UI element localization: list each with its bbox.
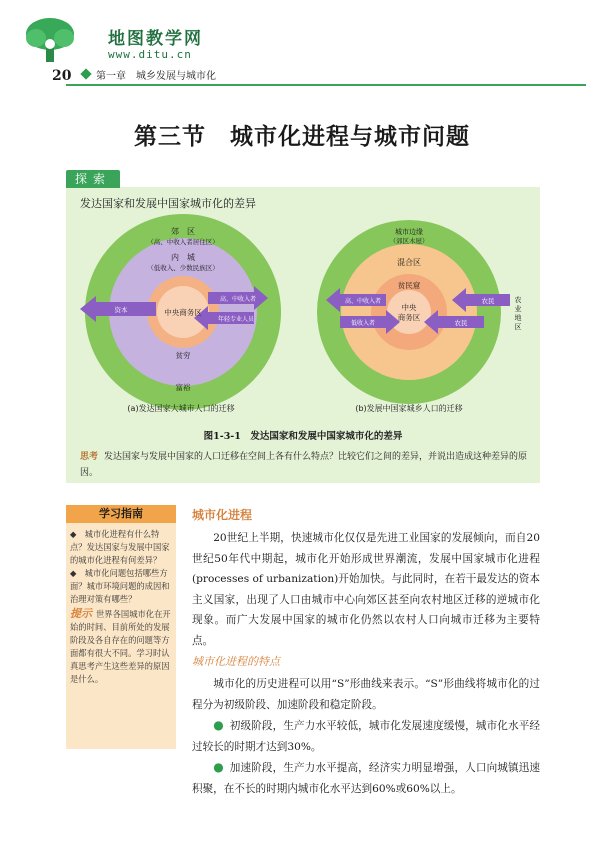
think-question [80,449,532,481]
migration-diagram [66,212,540,422]
chapter-title: 第一章 城乡发展与城市化 [96,71,216,82]
b-side-label: 农业地区 [514,296,522,331]
paragraph-4 [192,757,540,799]
a-poor-label: 贫穷 [175,351,191,360]
think-text: 发达国家与发展中国家的人口迁移在空间上各有什么特点？比较它们之间的差异，并说出造成这种差异的原因。 [80,452,528,478]
b-center-line1: 中央 [401,303,417,312]
b-slum-label: 贫民窟 [397,281,421,290]
guide-question-1: ◆ 城市化进程有什么特点？发达国家与发展中国家的城市化进程有何差异？ [70,529,170,566]
a-rich-label: 富裕 [175,383,191,392]
heading-progress-features: 城市化进程的特点 [192,655,280,668]
b-arrow-in-2-label: 农民 [481,297,495,305]
paragraph-1-text: 20世纪上半期，快速城市化仅仅是先进工业国家的发展倾向，而自20世纪50年代中期起，城市化开始形成世界潮流，发展中国家城市化进程(processes of urbanization)开始加快。与此同时，在若干最发达的资本主义国家，出现了人口由城市中心向郊区甚至向农村地区迁移的逆城市化现象。而广大发展中国家的城市化仍然以农村人口向城市迁移为主要特点。 [192,532,540,647]
b-outer-ring-note: （郊区木屋） [389,237,429,245]
site-url[interactable]: www.ditu.cn [108,48,192,61]
paragraph-1 [192,528,540,651]
b-center-line2: 商务区 [397,313,421,322]
a-outer-ring-note: （高、中收入者居住区） [147,238,219,246]
heading-urbanization-progress: 城市化进程 [192,508,253,522]
paragraph-2-text: 城市化的历史进程可以用“S”形曲线来表示。“S”形曲线将城市化的过程分为初级阶段、加速阶段和稳定阶段。 [192,678,540,711]
a-center-label: 中央商务区 [164,308,202,317]
page-number: 20 [52,68,72,84]
diagram-a [80,214,281,413]
header-divider [66,84,586,86]
a-caption: (a)发达国家大城市人口的迁移 [127,404,235,413]
b-mixed-zone-label: 混合区 [397,258,421,267]
bullet-icon: ● [213,760,224,774]
b-arrow-in-1-label: 低收入者 [350,320,376,327]
think-label: 思考 [80,452,99,462]
a-capital-label: 资本 [114,306,128,314]
figure-caption: 图1-3-1 发达国家和发展中国家城市化的差异 [203,431,403,442]
site-name: 地图教学网 [108,29,203,49]
a-outer-ring-label: 郊 区 [171,227,195,236]
a-middle-ring-label: 内 城 [171,253,195,262]
hint-label: 提示 [70,606,92,620]
a-arrow-out-2-label: 年轻专业人员 [217,316,255,323]
explore-tab: 探索 [66,170,120,188]
bullet-icon: ● [213,718,224,732]
guide-question-2: ◆ 城市化问题包括哪些方面？城市环境问题的成因和治理对策有哪些？ [70,568,170,605]
a-middle-ring-note: （低收入、少数民族区） [147,264,219,272]
b-arrow-out-label: 高、中收入者 [344,298,382,305]
b-caption: (b)发展中国家城乡人口的迁移 [355,404,463,413]
diagram-b [317,220,522,413]
chapter-diamond-icon [80,68,91,79]
explore-heading: 发达国家和发展中国家城市化的差异 [80,197,256,210]
hint-text: 世界各国城市化在开始的时间、目前所处的发展阶段及各自存在的问题等方面都有很大不同。学习时认真思考产生这些差异的原因是什么。 [70,608,171,685]
guide-hint [70,607,173,687]
section-title: 第三节 城市化进程与城市问题 [134,123,470,150]
paragraph-3-text: 初级阶段，生产力水平较低，城市化发展速度缓慢，城市化水平经过较长的时期才达到30%。 [192,720,540,753]
study-guide-text [70,528,173,686]
feature-paragraphs [192,674,540,799]
paragraph-4-text: 加速阶段，生产力水平提高，经济实力明显增强，人口向城镇迅速积聚，在不长的时期内城市化水平达到60%或60%以上。 [192,762,540,795]
b-outer-ring-label: 城市边缘 [395,228,423,236]
site-logo-tree-icon [22,14,102,66]
b-arrow-in-3-label: 农民 [454,319,468,327]
paragraph-3 [192,715,540,757]
study-guide-title: 学习指南 [66,505,176,523]
a-arrow-out-1-label: 高、中收入者 [219,296,257,303]
